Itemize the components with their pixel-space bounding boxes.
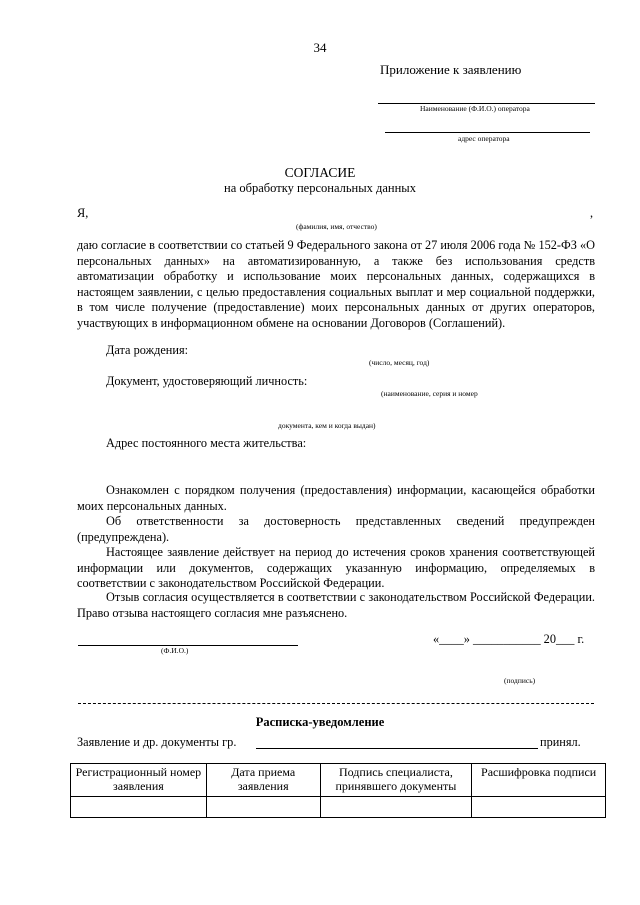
page-number: 34 bbox=[313, 40, 327, 55]
paragraph-validity: Настоящее заявление действует на период до истечения сроков хранения соответствующей информации или документов, содержащих указанную информацию, определяемых в соответствии с законодательством Российской Федерации. bbox=[77, 545, 595, 591]
signature-sign-hint: (подпись) bbox=[504, 676, 536, 685]
table-header-row bbox=[71, 764, 606, 797]
identity-document-hint-1: (наименование, серия и номер bbox=[381, 389, 478, 398]
signature-fio-hint: (Ф.И.О.) bbox=[161, 646, 189, 655]
document-subtitle: на обработку персональных данных bbox=[224, 181, 416, 195]
identity-document-hint-2: документа, кем и когда выдан) bbox=[278, 421, 376, 430]
identity-document-label: Документ, удостоверяющий личность: bbox=[106, 374, 308, 388]
birth-date-hint: (число, месяц, год) bbox=[369, 358, 430, 367]
receipt-title: Расписка-уведомление bbox=[255, 715, 385, 729]
document-title: СОГЛАСИЕ bbox=[284, 165, 356, 180]
receipt-line-suffix: принял. bbox=[540, 735, 581, 749]
address-label: Адрес постоянного места жительства: bbox=[106, 436, 307, 450]
operator-address-line[interactable] bbox=[385, 132, 590, 133]
receipt-line-prefix: Заявление и др. документы гр. bbox=[77, 735, 237, 749]
cut-line bbox=[78, 703, 594, 704]
column-receipt-date: Дата приема заявления bbox=[206, 764, 320, 797]
cell-specialist-signature[interactable] bbox=[320, 797, 472, 818]
column-specialist-signature: Подпись специалиста, принявшего документы bbox=[320, 764, 472, 797]
paragraph-revocation: Отзыв согласия осуществляется в соответствии с законодательством Российской Федерации. Право отзыва настоящего согласия мне разъяснено. bbox=[77, 590, 595, 620]
i-comma: , bbox=[590, 206, 594, 220]
birth-date-label: Дата рождения: bbox=[106, 343, 189, 357]
signature-date[interactable]: «____» ___________ 20___ г. bbox=[433, 632, 585, 646]
cell-registration-number[interactable] bbox=[71, 797, 207, 818]
main-paragraph: даю согласие в соответствии со статьей 9 Федерального закона от 27 июля 2006 года № 152-ФЗ «О персональных данных» на автоматизированную, а также без использования средств автоматизации обработку и использование моих персональных данных, содержащихся в настоящем заявлении, с целью предоставления социальных выплат и мер социальной поддержки, в том числе получение (предоставление) моих персональных данных от других операторов, участвующих в информационном обмене на основании Договоров (Соглашений). bbox=[77, 238, 595, 330]
appendix-heading: Приложение к заявлению bbox=[380, 62, 522, 77]
paragraph-acquainted: Ознакомлен с порядком получения (предоставления) информации, касающейся обработки моих персональных данных. bbox=[77, 483, 595, 513]
column-signature-decoding: Расшифровка подписи bbox=[472, 764, 606, 797]
table-row bbox=[71, 797, 606, 818]
cell-receipt-date[interactable] bbox=[206, 797, 320, 818]
operator-address-hint: адрес оператора bbox=[458, 134, 510, 143]
registration-table bbox=[70, 763, 606, 818]
cell-signature-decoding[interactable] bbox=[472, 797, 606, 818]
receipt-name-line[interactable] bbox=[256, 748, 538, 749]
fio-hint: (фамилия, имя, отчество) bbox=[296, 222, 377, 231]
paragraph-responsibility: Об ответственности за достоверность представленных сведений предупрежден (предупреждена). bbox=[77, 514, 595, 544]
column-registration-number: Регистрационный номер заявления bbox=[71, 764, 207, 797]
i-label: Я, bbox=[77, 206, 89, 220]
operator-name-hint: Наименование (Ф.И.О.) оператора bbox=[420, 104, 530, 113]
